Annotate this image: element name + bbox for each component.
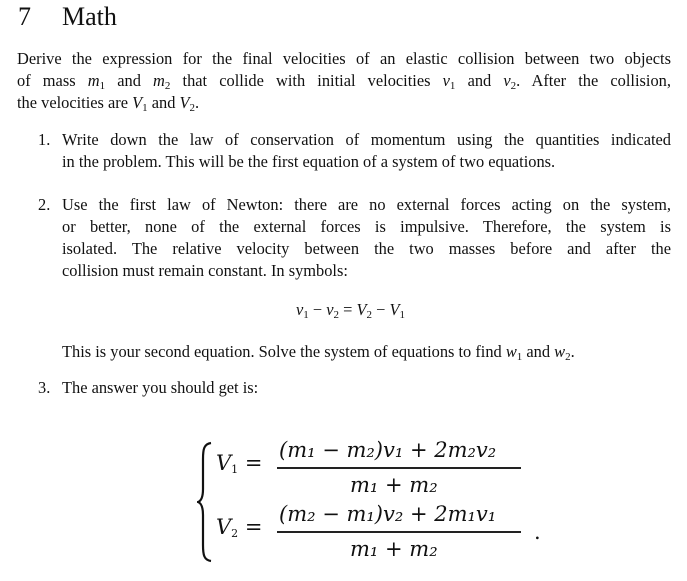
math-m1: $m_1$: [87, 71, 106, 92]
text: that collide with initial velocities: [170, 71, 443, 90]
system-terminator: .: [534, 520, 541, 544]
item-number: 2.: [38, 195, 51, 214]
eq2-fraction-bar: [277, 531, 521, 533]
item-line: or better, none of the external forces is impulsive. Therefore, the system is: [62, 217, 671, 236]
intro-line-1: [17, 48, 671, 71]
item-line: isolated. The relative velocity between the two masses before and after the: [62, 239, 671, 258]
math-m2: $m_2$: [153, 71, 171, 92]
item-line: The answer you should get is:: [62, 378, 259, 397]
text: . After the collision,: [516, 71, 671, 90]
eq2-lhs: $V_2$ =: [216, 515, 263, 540]
text: the velocities are: [17, 93, 133, 112]
math-V2: $V_2$: [179, 93, 196, 114]
eq2-numerator: (m₂ − m₁)v₂ + 2m₁v₁: [279, 502, 497, 526]
item-number: 1.: [38, 130, 51, 149]
text: and: [147, 93, 180, 112]
intro-text-1: Derive the expression for the final velocities of an elastic collision between two objects: [17, 49, 671, 68]
item-line: in the problem. This will be the first equation of a system of two equations.: [62, 152, 556, 171]
text: and: [105, 71, 154, 90]
relative-velocity-equation: $v_1 - v_2 = V_2 - V_1$: [296, 300, 405, 321]
math-V1: $V_1$: [132, 93, 148, 114]
math-w1: $w_1$: [505, 342, 523, 363]
eq1-numerator: (m₁ − m₂)v₁ + 2m₂v₂: [279, 438, 497, 462]
intro-paragraph: [17, 48, 671, 118]
left-brace-icon: [197, 441, 213, 563]
section-number: 7: [18, 2, 31, 31]
text: .: [195, 93, 200, 112]
math-v1: $v_1$: [442, 71, 456, 92]
item-number: 3.: [38, 378, 51, 397]
text: and: [455, 71, 504, 90]
item-line: collision must remain constant. In symbols:: [62, 261, 348, 280]
item-line: Use the first law of Newton: there are no external forces acting on the system,: [62, 195, 671, 214]
section-title: Math: [62, 2, 117, 31]
section-heading: [18, 2, 117, 32]
followup-text: This is your second equation. Solve the system of equations to find $w_1$ and $w_2$.: [62, 342, 575, 363]
item-line: Write down the law of conservation of momentum using the quantities indicated: [62, 130, 671, 149]
eq2-denominator: m₁ + m₂: [350, 537, 438, 561]
eq1-denominator: m₁ + m₂: [350, 473, 438, 497]
text: of mass: [17, 71, 88, 90]
math-w2: $w_2$: [554, 342, 571, 363]
math-v2: $v_2$: [503, 71, 517, 92]
intro-line-3: [17, 92, 199, 120]
eq1-lhs: $V_1$ =: [216, 451, 263, 476]
eq1-fraction-bar: [277, 467, 521, 469]
